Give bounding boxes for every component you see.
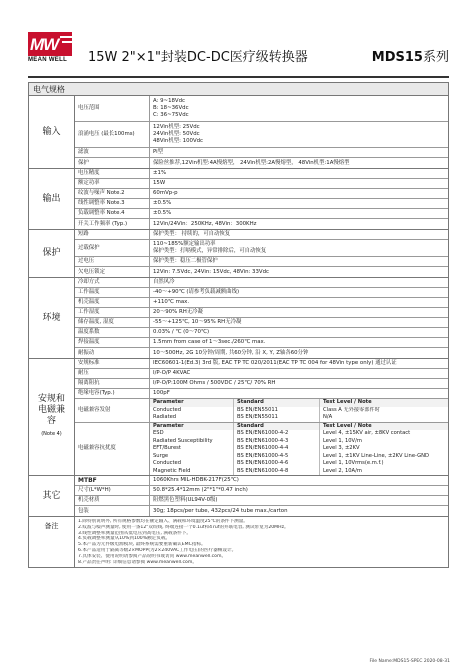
spec-label: 耐振动 [75,348,150,358]
spec-row [75,486,448,496]
spec-label: 安规标准 [75,359,150,368]
spec-row [75,476,448,486]
section-title: 电气规格 [28,82,449,96]
spec-label: 电磁兼容抗扰度 [75,423,150,476]
spec-label: 耐压 [75,369,150,378]
note-line: 5.本产品为元件级电源模块, 最终系统需要重新确认EMC指标。 [78,542,206,548]
spec-row [75,267,448,277]
emc-header-row: Parameter Standard Test Level / Note [150,423,448,431]
spec-row [75,496,448,506]
spec-label: 冷却方式 [75,278,150,287]
series-name [372,46,449,65]
spec-value: 保护类型：稳压二极管保护 [153,258,218,264]
spec-value: 12Vin/24Vin：250KHz, 48Vin：300KHz [153,220,257,227]
note-line: 4.负载调整率测量从10%到100%额定负载。 [78,536,171,542]
spec-row [75,369,448,379]
category-protection: 保护 [29,230,75,277]
spec-label: 尺寸(L*W*H) [75,486,150,495]
emc-immunity [75,423,448,476]
spec-row [75,298,448,308]
spec-value: A: 9~18Vdc B: 18~36Vdc C: 36~75Vdc [153,98,189,118]
spec-value: ±0.5% [153,200,172,206]
note-line: 3.线性调整率测量范围从低电压到高电压, 满载条件下。 [78,530,191,536]
spec-value: 30g; 18pcs/per tube, 432pcs/24 tube max./carton [153,507,288,514]
spec-label: 浪涌电压 (最长100ms) [75,122,150,147]
spec-value: IEC60601-1(Ed.3) 3rd 版, EAC TP TC 020/2011(EAC TP TC 004 for 48Vin type only) 通过认证 [153,360,397,366]
spec-value: -55～+125℃, 10～95% RH无冷凝 [153,319,242,325]
emc-row: Surge BS EN/EN61000-4-5 Level 1, ±1KV Line-Line, ±2KV Line-GND [150,453,448,461]
emc-row: Radiated Susceptibility BS EN/EN61000-4-3 Level 1, 10V/m [150,438,448,446]
spec-label: 电压范围 [75,96,150,121]
spec-label: 机壳温度 [75,298,150,307]
logo-brand: MEAN WELL [28,57,68,63]
spec-row [75,308,448,318]
spec-row [75,179,448,189]
series-suffix: 系列 [422,50,449,65]
spec-label: 隔离阻抗 [75,379,150,388]
category-environment: 环境 [29,278,75,358]
spec-label: 电压精度 [75,169,150,178]
category-output: 输出 [29,169,75,229]
environment-block [28,278,449,359]
spec-label: 负载调整率 Note.4 [75,209,150,218]
spec-label: 工作湿度 [75,308,150,317]
spec-value: 10～500Hz, 2G 10分钟/周期, 共60分钟, 沿 X, Y, Z轴各60分钟 [153,349,309,356]
page-title: 15W 2"×1"封装DC-DC医疗级转换器 [88,50,308,65]
note-line: 1.除特别说明外, 所有规格参数均在额定输入、满载和环境温度25℃的条件下测量。 [78,519,248,524]
spec-row [75,278,448,288]
spec-label: 保护 [75,158,150,168]
spec-value: 自然风冷 [153,279,175,285]
spec-label: 工作温度 [75,288,150,297]
spec-label: 焊接温度 [75,338,150,347]
emc-header-row: Parameter Standard Test Level / Note [150,399,448,407]
spec-value: 0.03% / ℃ (0～70℃) [153,329,210,335]
spec-value: ±1% [153,170,167,176]
spec-row [75,230,448,240]
spec-sheet [28,82,449,568]
emc-row: Radiated BS EN/EN55011 N/A [150,414,448,422]
mean-well-logo [28,32,72,66]
spec-value: 1.5mm from case of 1～3sec./260℃ max. [153,339,266,345]
spec-row [75,169,448,179]
spec-row [75,359,448,369]
logo-mark: MW [28,32,72,56]
spec-value: +110℃ max. [153,299,190,305]
spec-value: 100pF [153,390,170,396]
spec-value: 12Vin机型: 25Vdc 24Vin机型: 50Vdc 48Vin机型: 100Vdc [153,124,204,144]
output-block [28,169,449,230]
note-line: 2.纹波与噪声测量时, 使用一条12"双绞线, 终端连接一个0.1uf和47uf的并联电容, 测试带宽为20MHz。 [78,524,289,530]
protection-block [28,230,449,278]
spec-row [75,219,448,229]
spec-row [75,240,448,257]
category-notes: 备注 [29,517,75,567]
spec-row [75,288,448,298]
spec-label: 短路 [75,230,150,239]
others-block [28,476,449,517]
category-others: 其它 [29,476,75,516]
file-name-footer: File Name:MDS15-SPEC 2020-08-31 [369,659,450,664]
spec-value: I/P-O/P:100M Ohms / 500VDC / 25℃/ 70% RH [153,380,276,386]
series-model: MDS15 [371,50,423,65]
spec-value: 60mVp-p [153,190,178,196]
category-safety-emc: 安规和电磁兼容 (Note 4) [29,359,75,475]
spec-value: 20～90% RH无冷凝 [153,309,203,315]
spec-row [75,209,448,219]
spec-label: 绝缘电容(Typ.) [75,389,150,398]
note-line: 7.具体安装、使用说明请参阅产品说明书或访问 www.meanwell.com。 [78,553,227,559]
spec-value: 1060Khrs MIL-HDBK-217F(25℃) [153,477,239,483]
spec-label: 储存温度, 湿度 [75,318,150,327]
spec-row [75,96,448,122]
spec-label: 温度系数 [75,328,150,337]
spec-label: 过载保护 [75,240,150,256]
spec-value: I/P-O/P 4KVAC [153,370,191,376]
spec-value: Pi型 [153,149,164,155]
emc-row: Conducted BS EN/EN61000-4-6 Level 1, 10Vrms(e.m.f.) [150,460,448,468]
spec-row [75,199,448,209]
spec-value: 保护类型： 持续的，可自动恢复 [153,231,231,237]
category-input: 输入 [29,96,75,168]
emc-row: ESD BS EN/EN61000-4-2 Level 4, ±15KV air, ±8KV contact [150,430,448,438]
spec-label: 开关工作频率 (Typ.) [75,219,150,229]
spec-row [75,338,448,348]
spec-value: -40～+90℃ (请参考负载减额曲线) [153,289,240,295]
spec-row [75,389,448,399]
header [28,32,449,72]
spec-label: 包装 [75,506,150,516]
spec-label: 滤波 [75,148,150,157]
spec-label: 额定功率 [75,179,150,188]
spec-row [75,189,448,199]
input-block [28,96,449,169]
spec-label: 欠电压锁定 [75,267,150,277]
emc-emission [75,399,448,423]
spec-value: 12Vin: 7.5Vdc, 24Vin: 15Vdc, 48Vin: 33Vdc [153,268,269,275]
spec-row [75,158,448,168]
spec-row [75,257,448,267]
note-line: 8.产品责任声明: 详细信息请参阅 www.meanwell.com。 [78,559,197,565]
spec-row [75,318,448,328]
spec-row [75,122,448,148]
spec-row [75,328,448,338]
spec-value: 保险丝推荐,12Vin机型:4A慢熔型， 24Vin机型:2A慢熔型， 48Vin机型:1A慢熔型 [153,159,350,166]
spec-value: 15W [153,180,166,186]
spec-label: MTBF [75,476,150,485]
spec-row [75,506,448,516]
note-line: 6.本产品适用于隔离等级2×MOPP(为2×240VAC工作电压)的医疗器械设计。 [78,547,237,553]
safety-emc-block [28,359,449,476]
spec-value: 阻燃黑色塑料(UL94V-0级) [153,497,218,503]
spec-value: 110~185%额定输出功率 保护类型：打嗝模式，异常排除后，可自动恢复 [153,241,267,254]
spec-value: ±0.5% [153,210,172,216]
spec-value: 50.8*25.4*12mm (2"*1"*0.47 inch) [153,487,248,493]
notes-text [75,517,448,567]
emc-row: EFT/Burest BS EN/EN61000-4-4 Level 3, ±2KV [150,445,448,453]
header-divider [28,76,449,78]
spec-row [75,148,448,158]
spec-row [75,379,448,389]
spec-label: 电磁兼容发射 [75,399,150,422]
spec-label: 线性调整率 Note.3 [75,199,150,208]
emc-row: Conducted BS EN/EN55011 Class A 无外接零部件时 [150,407,448,415]
spec-row [75,348,448,358]
spec-label: 机壳材质 [75,496,150,505]
emc-row: Magnetic Field BS EN/EN61000-4-8 Level 2, 10A/m [150,468,448,476]
spec-label: 纹波与噪声 Note.2 [75,189,150,198]
notes-block [28,517,449,568]
spec-label: 过电压 [75,257,150,266]
